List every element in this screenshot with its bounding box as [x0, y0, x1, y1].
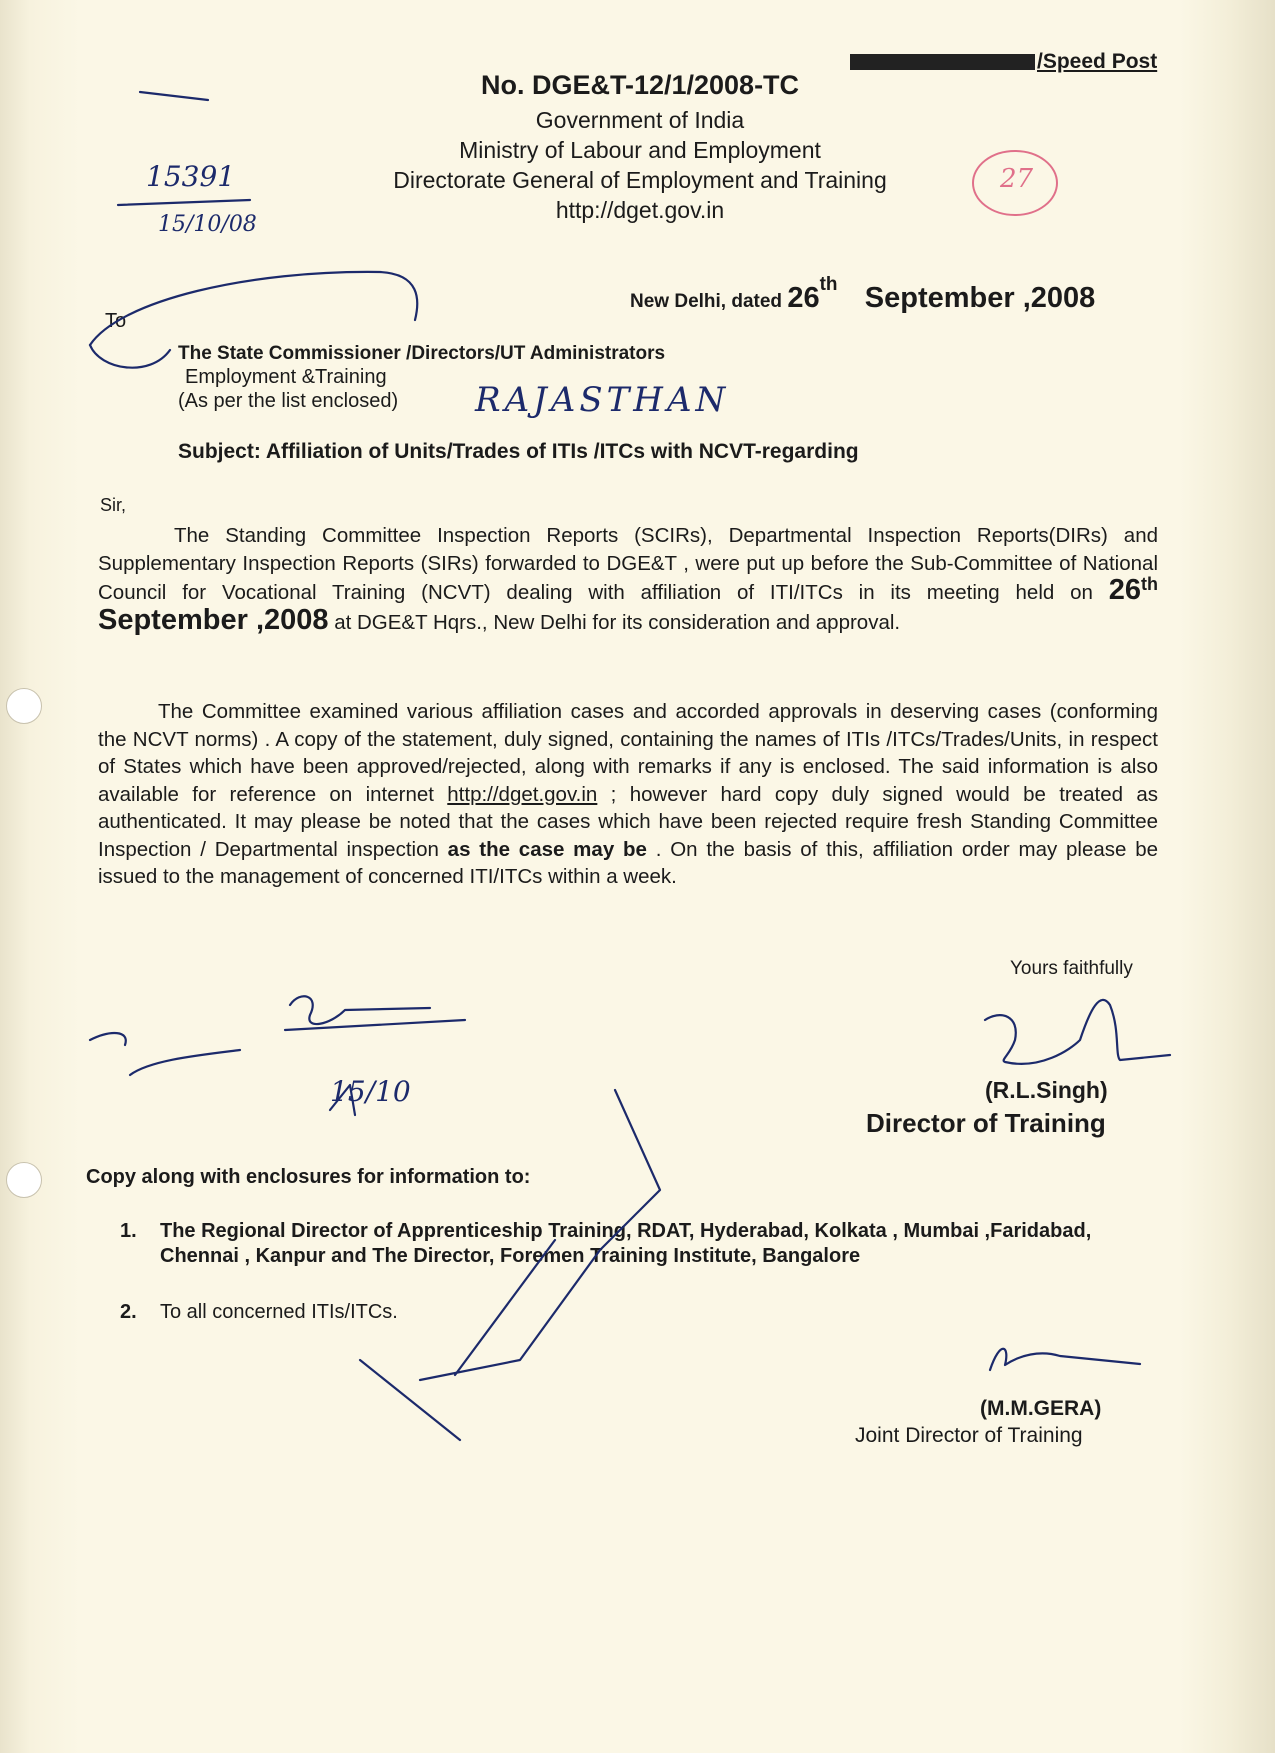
to-label: To	[105, 310, 127, 332]
inward-underline	[118, 200, 250, 205]
delivery-mode: /Speed Post	[850, 50, 1157, 74]
signatory1-title: Director of Training	[866, 1108, 1106, 1138]
recipient-line1: The State Commissioner /Directors/UT Administrators	[178, 343, 666, 364]
closing: Yours faithfully	[1010, 958, 1133, 979]
reference-number: No. DGE&T-12/1/2008-TC	[480, 70, 800, 100]
website-link[interactable]: http://dget.gov.in	[447, 782, 598, 806]
copy-heading: Copy along with enclosures for information to:	[86, 1166, 531, 1188]
subject-line: Subject: Affiliation of Units/Trades of ITIs /ITCs with NCVT-regarding	[178, 440, 859, 463]
inward-date: 15/10/08	[158, 212, 257, 237]
inward-number: 15391	[146, 160, 236, 193]
recipient-line2: Employment &Training	[185, 366, 387, 388]
signature-rl-singh	[985, 1000, 1170, 1064]
signatory2-title: Joint Director of Training	[855, 1424, 1083, 1447]
state-handwritten: RAJASTHAN	[475, 380, 730, 420]
letter-page: /Speed Post No. DGE&T-12/1/2008-TC Government of India Ministry of Labour and Employment Directorate General of Employment and Training http://dget.gov.in New Delhi, dated 26th September ,2008 To The State Commissioner /Directors/UT Administrators Employment &Training (As per the list enclosed) Subject: Affiliation of Units/Trades of ITIs /ITCs with NCVT-regarding Sir, The Standing Committee Inspection Reports (SCIRs), Departmental Inspection Reports(DIRs) and Supplementary Inspection Reports (SIRs) forwarded to DGE&T , were put up before the Sub-Committee of National Council for Vocational Training (NCVT) dealing with affiliation of ITI/ITCs in its meeting held on 26th September ,2008 at DGE&T Hqrs., New Delhi for its consideration and approval. The Committee examined various affiliation cases and accorded approvals in deserving cases (conforming the NCVT norms) . A copy of the statement, duly signed, containing the names of ITIs /ITCs/Trades/Units, in respect of States which have been approved/rejected, along with remarks if any is enclosed. The said information is also available for reference on internet http://dget.gov.in ; however hard copy duly signed would be treated as authenticated. It may please be noted that the cases which have been rejected require fresh Standing Committee Inspection / Departmental inspection as the case may be . On the basis of this, affiliation order may please be issued to the management of concerned ITI/ITCs within a week. Yours faithfully (R.L.Singh) Director of Training Copy along with enclosures for information to: 1. The Regional Director of Apprenticeship Training, RDAT, Hyderabad, Kolkata , Mumbai ,Faridabad, Chennai , Kanpur and The Director, Foremen Training Institute, Bangalore 2. To all concerned ITIs/ITCs. (M.M.GERA) Joint Director of Training 15391 15/10/08 27 RAJASTHAN 15/10	[0, 0, 1275, 1753]
signatory1-name: (R.L.Singh)	[985, 1077, 1108, 1103]
body-paragraph-2: The Committee examined various affiliation cases and accorded approvals in deserving cases (conforming the NCVT norms) . A copy of the statement, duly signed, containing the names of ITIs /ITCs/Trades/Units, in respect of States which have been approved/rejected, along with remarks if any is enclosed. The said information is also available for reference on internet http://dget.gov.in ; however hard copy duly signed would be treated as authenticated. It may please be noted that the cases which have been rejected require fresh Standing Committee Inspection / Departmental inspection as the case may be . On the basis of this, affiliation order may please be issued to the management of concerned ITI/ITCs within a week.	[98, 700, 1158, 888]
org-website: http://dget.gov.in	[555, 197, 725, 223]
org-government: Government of India	[535, 107, 745, 133]
recipient-line3: (As per the list enclosed)	[178, 390, 399, 412]
body-paragraph-1: The Standing Committee Inspection Reports (SCIRs), Departmental Inspection Reports(DIRs) and Supplementary Inspection Reports (SIRs) forwarded to DGE&T , were put up before the Sub-Committee of National Council for Vocational Training (NCVT) dealing with affiliation of ITI/ITCs in its meeting held on 26th September ,2008 at DGE&T Hqrs., New Delhi for its consideration and approval.	[98, 524, 1158, 636]
letter-date: New Delhi, dated 26th September ,2008	[630, 274, 1096, 314]
page-mark: 27	[1000, 164, 1034, 194]
salutation: Sir,	[100, 495, 127, 515]
org-ministry: Ministry of Labour and Employment	[459, 137, 821, 163]
signature-mm-gera	[990, 1349, 1140, 1370]
hindi-note	[290, 996, 430, 1024]
note-date: 15/10	[330, 1075, 411, 1108]
signatory2-name: (M.M.GERA)	[980, 1397, 1102, 1420]
arrow-stroke	[90, 272, 417, 345]
org-directorate: Directorate General of Employment and Training	[393, 167, 887, 193]
cross-stroke	[420, 1090, 660, 1380]
pen-dash	[140, 92, 208, 100]
